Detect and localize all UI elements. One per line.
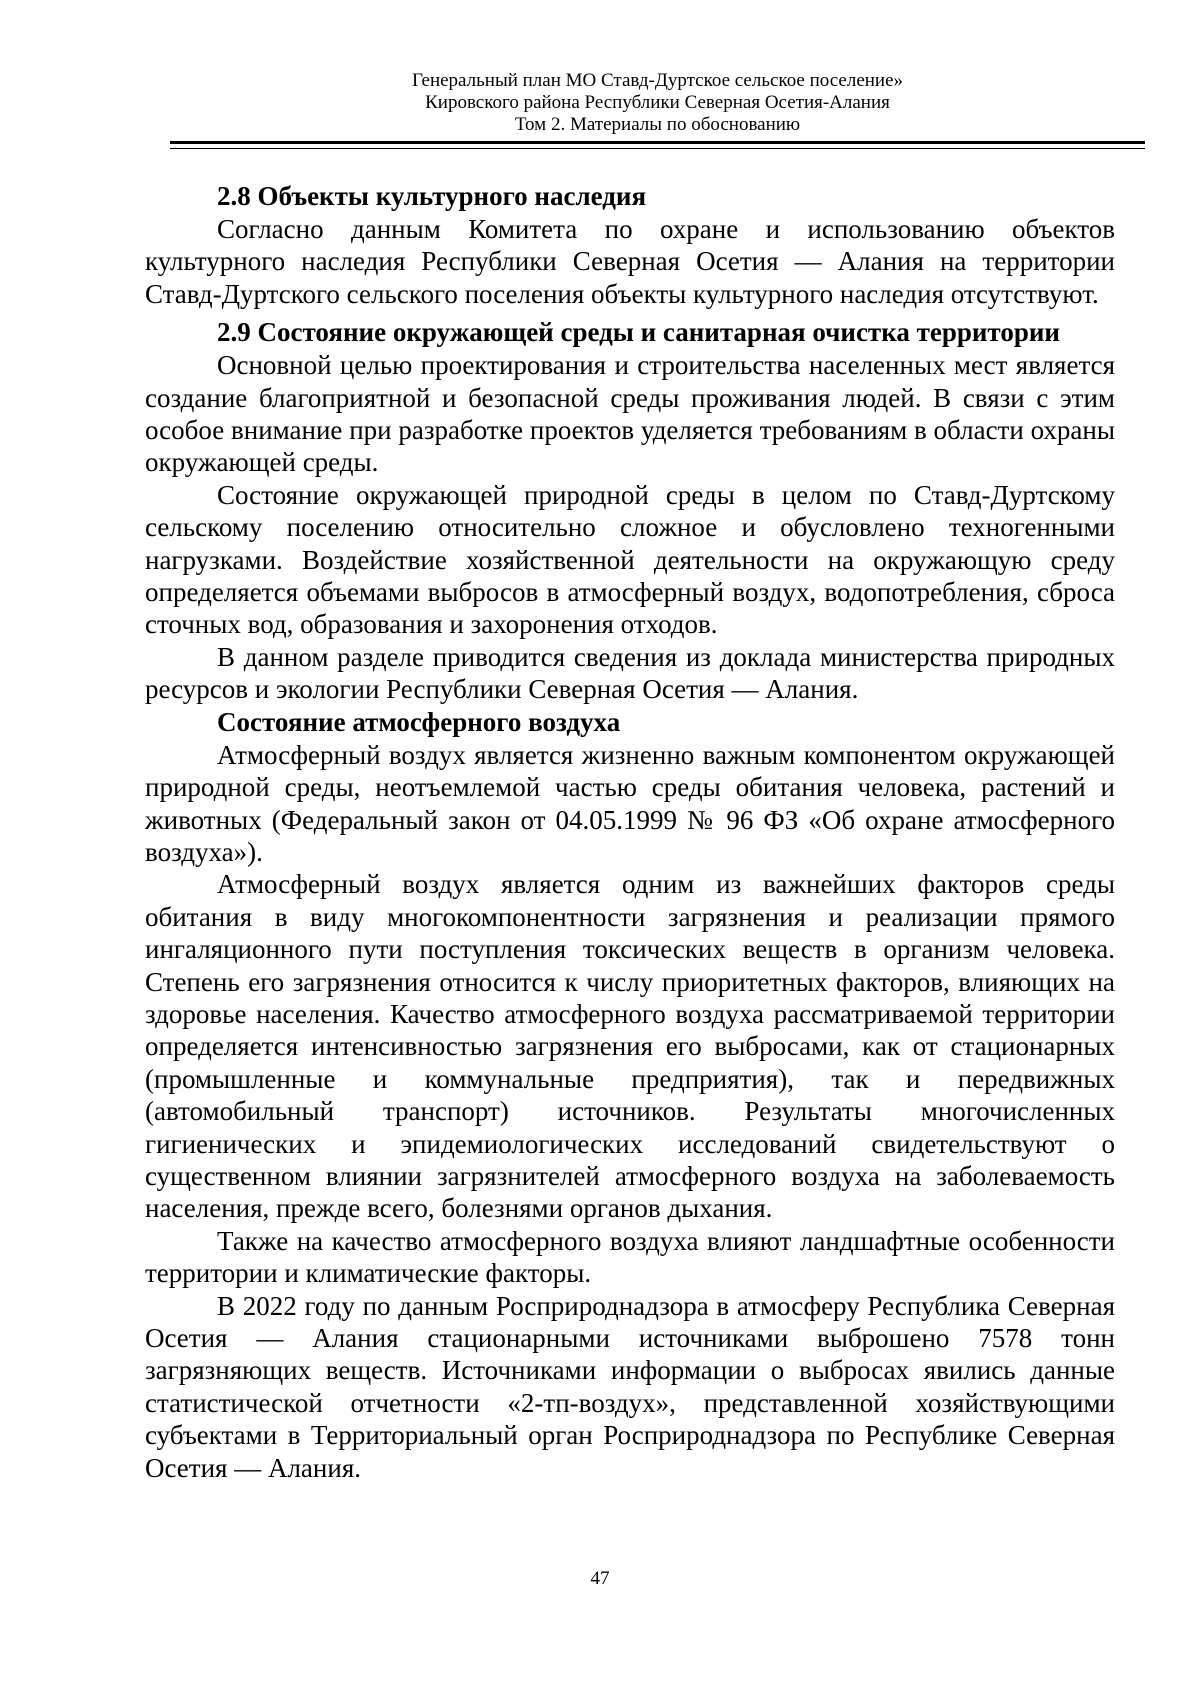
header-double-rule [170,141,1145,149]
air-paragraph-1: Атмосферный воздух является жизненно важным компонентом окружающей природной среды, неотъемлемой частью среды обитания человека, растений и животных (Федеральный закон от 04.05.1999 № 96 ФЗ «Об охране атмосферного воздуха»). [145,739,1115,867]
header-line-1: Генеральный план МО Ставд-Дуртское сельское поселение» [411,70,904,91]
header-line-2: Кировского района Республики Северная Осетия-Алания [425,92,890,113]
air-paragraph-3: Также на качество атмосферного воздуха влияют ландшафтные особенности территории и климатические факторы. [145,1225,1115,1289]
section-2-9-paragraph-2: Состояние окружающей природной среды в целом по Ставд-Дуртскому сельскому поселению относительно сложное и обусловлено техногенными нагрузками. Воздействие хозяйственной деятельности на окружающую среду определяется объемами выбросов в атмосферный воздух, водопотребления, сброса сточных вод, образования и захоронения отходов. [145,479,1115,640]
section-2-8-paragraph-1: Согласно данным Комитета по охране и использованию объектов культурного наследия Республики Северная Осетия — Алания на территории Ставд-Дуртского сельского поселения объекты культурного наследия отсутствуют. [145,214,1115,309]
air-paragraph-2: Атмосферный воздух является одним из важнейших факторов среды обитания в виду многокомпонентности загрязнения и реализации прямого ингаляционного пути поступления токсических веществ в организм человека. Степень его загрязнения относится к числу приоритетных факторов, влияющих на здоровье населения. Качество атмосферного воздуха рассматриваемой территории определяется интенсивностью загрязнения его выбросами, как от стационарных (промышленные и коммунальные предприятия), так и передвижных (автомобильный транспорт) источников. Результаты многочисленных гигиенических и эпидемиологических исследований свидетельствуют о существенном влиянии загрязнителей атмосферного воздуха на заболеваемость населения, прежде всего, болезнями органов дыхания. [145,869,1115,1224]
air-paragraph-4: В 2022 году по данным Росприроднадзора в атмосферу Республика Северная Осетия — Алания стационарными источниками выброшено 7578 тонн загрязняющих веществ. Источниками информации о выбросах явились данные статистической отчетности «2-тп-воздух», представленной хозяйствующими субъектами в Территориальный орган Росприроднадзора по Республике Северная Осетия — Алания. [145,1290,1115,1483]
page-number: 47 [590,1568,610,1589]
section-2-9-heading: 2.9 Состояние окружающей среды и санитарная очистка территории [217,317,1060,348]
header-line-3: Том 2. Материалы по обоснованию [514,114,801,135]
page-content [145,180,1115,1484]
running-header [170,70,1145,136]
air-quality-subheading: Состояние атмосферного воздуха [217,706,621,737]
section-2-8-heading: 2.8 Объекты культурного наследия [217,181,647,211]
section-2-9-paragraph-3: В данном разделе приводится сведения из доклада министерства природных ресурсов и экологии Республики Северная Осетия — Алания. [145,641,1115,705]
section-2-9-paragraph-1: Основной целью проектирования и строительства населенных мест является создание благоприятной и безопасной среды проживания людей. В связи с этим особое внимание при разработке проектов уделяется требованиям в области охраны окружающей среды. [145,350,1115,478]
